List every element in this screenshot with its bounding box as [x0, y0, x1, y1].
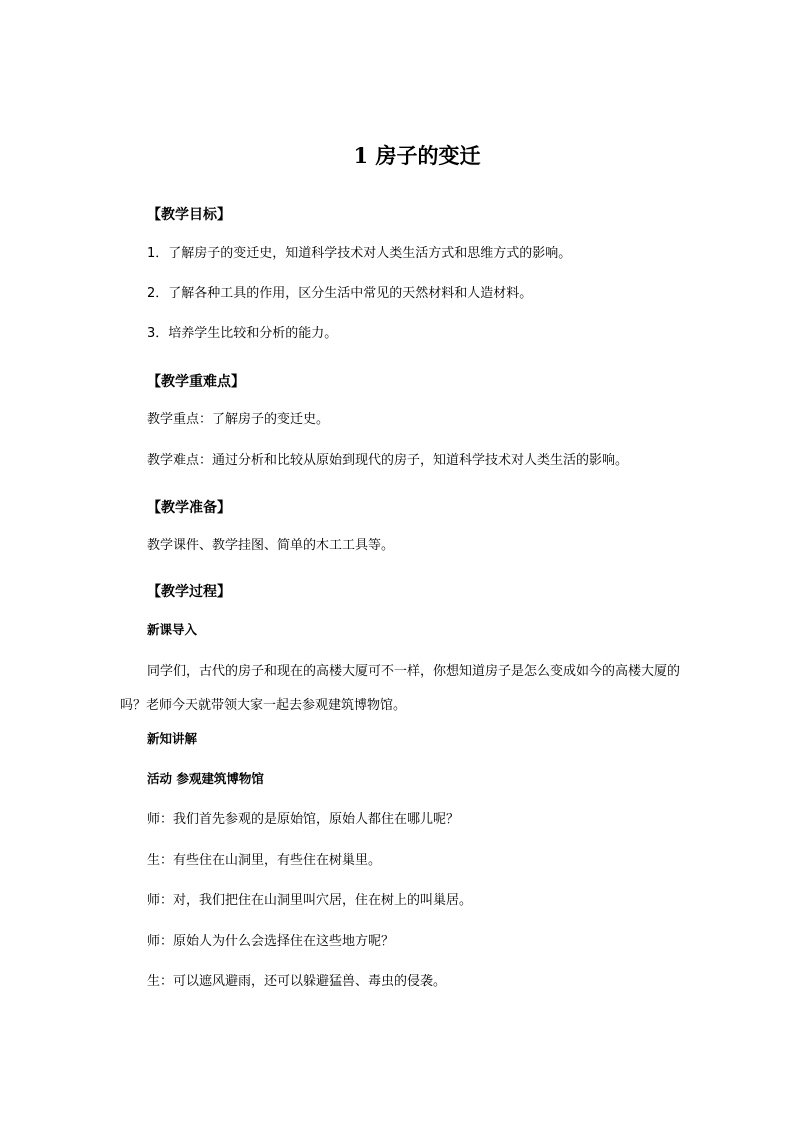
dialogue-line-2: 生：有些住在山洞里，有些住在树巢里。 [147, 853, 382, 868]
goal-item-2: 2．了解各种工具的作用，区分生活中常见的天然材料和人造材料。 [147, 286, 533, 301]
activity-subheading: 活动 参观建筑博物馆 [147, 771, 264, 786]
dialogue-line-4: 师：原始人为什么会选择住在这些地方呢？ [147, 934, 395, 949]
dialogue-line-5: 生：可以遮风避雨，还可以躲避猛兽、毒虫的侵袭。 [147, 974, 447, 989]
dialogue-line-1: 师：我们首先参观的是原始馆，原始人都住在哪儿呢？ [147, 812, 460, 827]
document-title: 1 房子的变迁 [353, 143, 481, 168]
section-heading-preparation: 【教学准备】 [147, 500, 231, 516]
key-point-item-1: 教学重点：了解房子的变迁史。 [147, 412, 330, 427]
key-point-item-2: 教学难点：通过分析和比较从原始到现代的房子，知道科学技术对人类生活的影响。 [147, 453, 629, 468]
section-heading-process: 【教学过程】 [147, 584, 231, 600]
section-heading-key-points: 【教学重难点】 [147, 374, 245, 390]
preparation-text: 教学课件、教学挂图、简单的木工工具等。 [147, 538, 395, 553]
new-knowledge-subheading: 新知讲解 [147, 731, 198, 746]
intro-paragraph: 同学们，古代的房子和现在的高楼大厦可不一样，你想知道房子是怎么变成如今的高楼大厦的吗？老师今天就带领大家一起去参观建筑博物馆。 [120, 664, 681, 713]
dialogue-line-3: 师：对，我们把住在山洞里叫穴居，住在树上的叫巢居。 [147, 893, 473, 908]
goal-item-3: 3．培养学生比较和分析的能力。 [147, 326, 338, 341]
intro-subheading: 新课导入 [147, 622, 198, 637]
goal-item-1: 1．了解房子的变迁史，知道科学技术对人类生活方式和思维方式的影响。 [147, 246, 572, 261]
section-heading-goals: 【教学目标】 [147, 207, 231, 223]
